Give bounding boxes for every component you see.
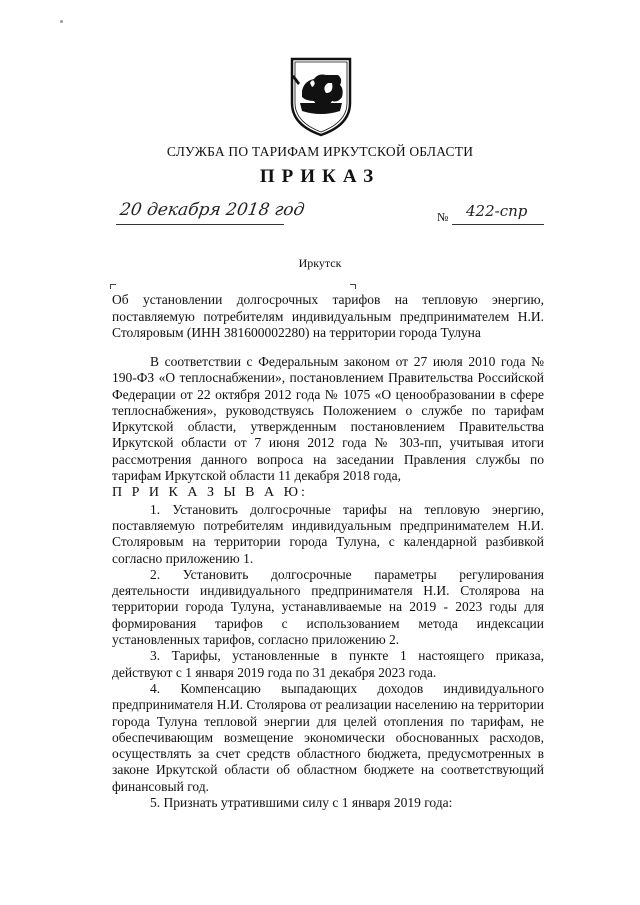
list-item: 5. Признать утратившими силу с 1 января 2019 года: [150,795,453,811]
list-item: 2. Установить долгосрочные параметры регулирования деятельности индивидуального предпринимателя Н.И. Столярова на территории города Тулуна, устанавливаемые на 2019 - 2023 годы для формирования тарифов с использованием метода индексации установленных тарифов, согласно приложению 2. [112,566,544,648]
document-type: ПРИКАЗ [259,166,381,187]
scan-speck [60,20,63,23]
preamble-paragraph: В соответствии с Федеральным законом от 27 июля 2010 года № 190-ФЗ «О теплоснабжении», постановлением Правительства Российской Федерации от 22 октября 2012 года № 1075 «О ценообразовании в сфере теплоснабжения», руководствуясь Положением о службе по тарифам Иркутской области, утвержденным постановлением Правительства Иркутской области от 7 июня 2012 года № 303-пп, учитывая итоги рассмотрения данного вопроса на заседании Правления службы по тарифам Иркутской области 11 декабря 2018 года, [112,354,544,484]
date-underline [116,224,284,225]
handwritten-date: 20 декабря 2018 год [118,200,306,220]
number-label: № [437,210,449,224]
number-underline [452,224,544,225]
title-bracket-right [350,284,356,289]
order-title-block [112,292,544,342]
handwritten-number: 422-спр [466,202,528,220]
order-title: Об установлении долгосрочных тарифов на тепловую энергию, поставляемую потребителям индивидуальным предпринимателем Н.И. Столяровым (ИНН 381600002280) на территории города Тулуна [112,292,544,340]
list-item: 3. Тарифы, установленные в пункте 1 настоящего приказа, действуют с 1 января 2019 года по 31 декабря 2023 года. [112,648,544,680]
title-bracket-left [110,284,116,289]
irkutsk-coat-of-arms-icon [288,55,354,137]
list-item: 1. Установить долгосрочные тарифы на тепловую энергию, поставляемую потребителям индивидуальным предпринимателем Н.И. Столяровым на территории города Тулуна, с календарной разбивкой согласно приложению 1. [112,501,544,566]
agency-name: СЛУЖБА ПО ТАРИФАМ ИРКУТСКОЙ ОБЛАСТИ [166,144,474,159]
order-body [112,354,544,811]
city-name: Иркутск [298,256,342,270]
list-item: 4. Компенсацию выпадающих доходов индивидуального предпринимателя Н.И. Столярова от реализации населению на территории города Тулуна тепловой энергии для целей отопления по тарифам, не обеспечивающим возмещение экономически обоснованных расходов, осуществлять за счет средств областного бюджета, предусмотренных в законе Иркутской области об областном бюджете на соответствующий финансовый год. [112,680,544,794]
decree-word: П Р И К А З Ы В А Ю: [112,485,308,501]
